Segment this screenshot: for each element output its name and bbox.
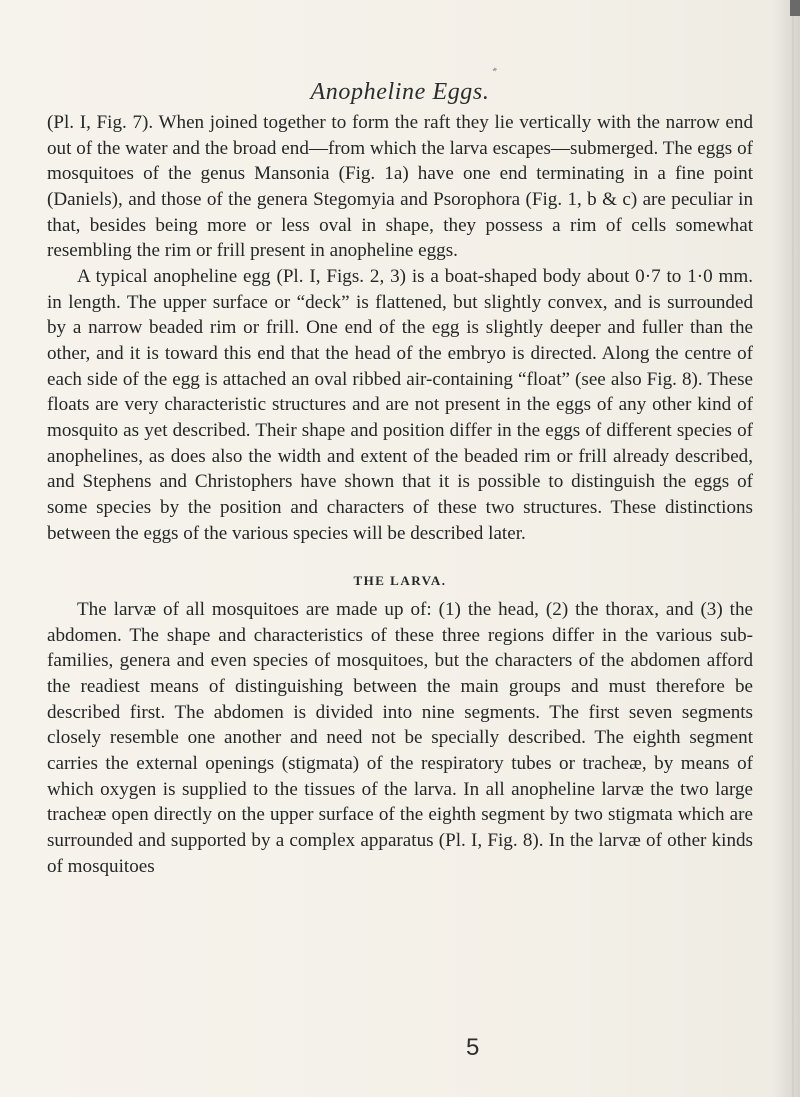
paragraph-larva: The larvæ of all mosquitoes are made up of: (1) the head, (2) the thorax, and (3) the abdomen. The shape and characteristics of these three regions differ in the various sub-families, genera and even species of mosquitoes, but the characters of the abdomen afford the readiest means of distinguishing between the main groups and must therefore be described first. The abdomen is divided into nine segments. The first seven segments closely resemble one another and need not be specially described. The eighth segment carries the external openings (stigmata) of the respiratory tubes or tracheæ, by means of which oxygen is supplied to the tissues of the larva. In all anopheline larvæ the two large tracheæ open directly on the upper surface of the eighth segment by two stigmata which are surrounded and supported by a complex apparatus (Pl. I, Fig. 8). In the larvæ of other kinds of mosquitoes xyxy=(47,599,753,877)
stray-ink-mark: * xyxy=(491,65,500,78)
page-body xyxy=(47,110,753,879)
section-heading: THE LARVA. xyxy=(353,573,447,589)
page-edge-line xyxy=(792,0,794,1097)
page-number: 5 xyxy=(466,1034,480,1061)
running-head: Anopheline Eggs. xyxy=(310,79,490,105)
paragraph-egg-raft: (Pl. I, Fig. 7). When joined together to form the raft they lie vertically with the narrow end out of the water and the broad end—from which the larva escapes—submerged. The eggs of mosquitoes of the genus Mansonia (Fig. 1a) have one end terminating in a fine point (Daniels), and those of the genera Stegomyia and Psorophora (Fig. 1, b & c) are peculiar in that, besides being more or less oval in shape, they possess a rim of cells somewhat resembling the rim or frill present in anopheline eggs. xyxy=(47,112,753,262)
corner-mark xyxy=(790,0,800,16)
page-edge-shadow xyxy=(772,0,800,1097)
paragraph-anopheline-egg: A typical anopheline egg (Pl. I, Figs. 2, 3) is a boat-shaped body about 0·7 to 1·0 mm. in length. The upper surface or “deck” is flattened, but slightly convex, and is surrounded by a narrow beaded rim or frill. One end of the egg is slightly deeper and fuller than the other, and it is toward this end that the head of the embryo is directed. Along the centre of each side of the egg is attached an oval ribbed air-containing “float” (see also Fig. 8). These floats are very characteristic structures and are not present in the eggs of any other kind of mosquito as yet described. Their shape and position differ in the eggs of different species of anophelines, as does also the width and extent of the beaded rim or frill already described, and Stephens and Christophers have shown that it is possible to distinguish the eggs of some species by the position and characters of these two structures. These distinctions between the eggs of the various species will be described later. xyxy=(47,265,753,544)
